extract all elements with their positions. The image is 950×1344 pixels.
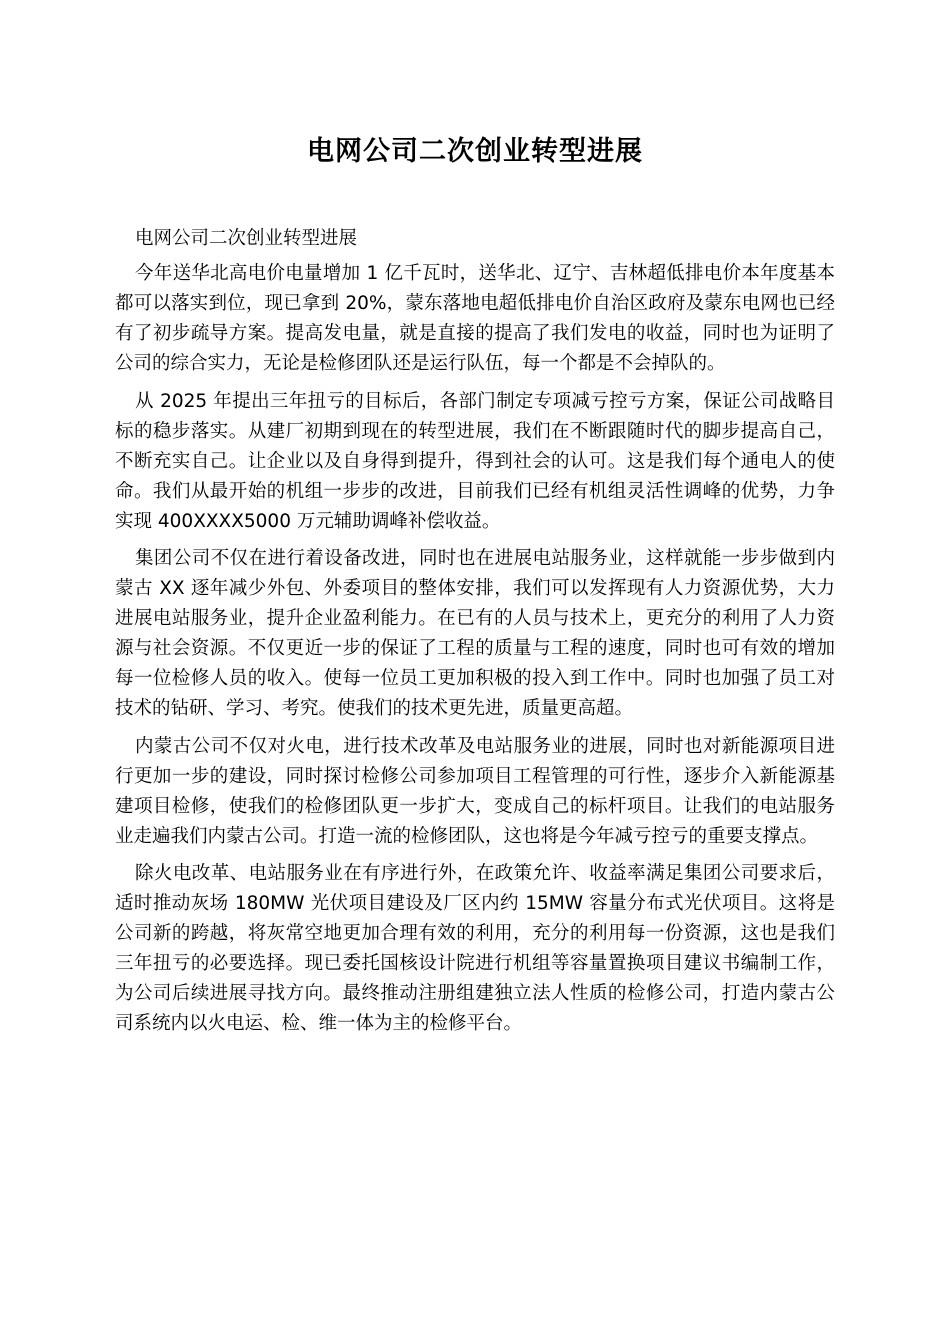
document-body <box>115 224 835 1047</box>
paragraph-subtitle: 电网公司二次创业转型进展 <box>135 228 358 249</box>
paragraph: 从 2025 年提出三年扭亏的目标后，各部门制定专项减亏控亏方案，保证公司战略目标的稳步落实。从建厂初期到现在的转型进展，我们在不断跟随时代的脚步提高自己，不断充实自己。让企业以及自身得到提升，得到社会的认可。这是我们每个通电人的使命。我们从最开始的机组一步步的改进，目前我们已经有机组灵活性调峰的优势，力争实现 400XXXX5000 万元辅助调峰补偿收益。 <box>115 390 835 532</box>
paragraph: 集团公司不仅在进行着设备改进，同时也在进展电站服务业，这样就能一步步做到内蒙古 XX 逐年减少外包、外委项目的整体安排，我们可以发挥现有人力资源优势，大力进展电站服务业，提升企业盈利能力。在已有的人员与技术上，更充分的利用了人力资源与社会资源。不仅更近一步的保证了工程的质量与工程的速度，同时也可有效的增加每一位检修人员的收入。使每一位员工更加积极的投入到工作中。同时也加强了员工对技术的钻研、学习、考究。使我们的技术更先进，质量更高超。 <box>115 548 835 719</box>
paragraph: 内蒙古公司不仅对火电，进行技术改革及电站服务业的进展，同时也对新能源项目进行更加一步的建设，同时探讨检修公司参加项目工程管理的可行性，逐步介入新能源基建项目检修，使我们的检修团队更一步扩大，变成自己的标杆项目。让我们的电站服务业走遍我们内蒙古公司。打造一流的检修团队，这也将是今年减亏控亏的重要支撑点。 <box>115 735 835 847</box>
paragraph: 除火电改革、电站服务业在有序进行外，在政策允许、收益率满足集团公司要求后，适时推动灰场 180MW 光伏项目建设及厂区内约 15MW 容量分布式光伏项目。这将是公司新的跨越，将灰常空地更加合理有效的利用，充分的利用每一份资源，这也是我们三年扭亏的必要选择。现已委托国核设计院进行机组等容量置换项目建议书编制工作，为公司后续进展寻找方向。最终推动注册组建独立法人性质的检修公司，打造内蒙古公司系统内以火电运、检、维一体为主的检修平台。 <box>115 863 835 1034</box>
paragraph: 今年送华北高电价电量增加 1 亿千瓦时，送华北、辽宁、吉林超低排电价本年度基本都可以落实到位，现已拿到 20%，蒙东落地电超低排电价自治区政府及蒙东电网也已经有了初步疏导方案。提高发电量，就是直接的提高了我们发电的收益，同时也为证明了公司的综合实力，无论是检修团队还是运行队伍，每一个都是不会掉队的。 <box>115 263 835 374</box>
document-title: 电网公司二次创业转型进展 <box>307 136 643 167</box>
